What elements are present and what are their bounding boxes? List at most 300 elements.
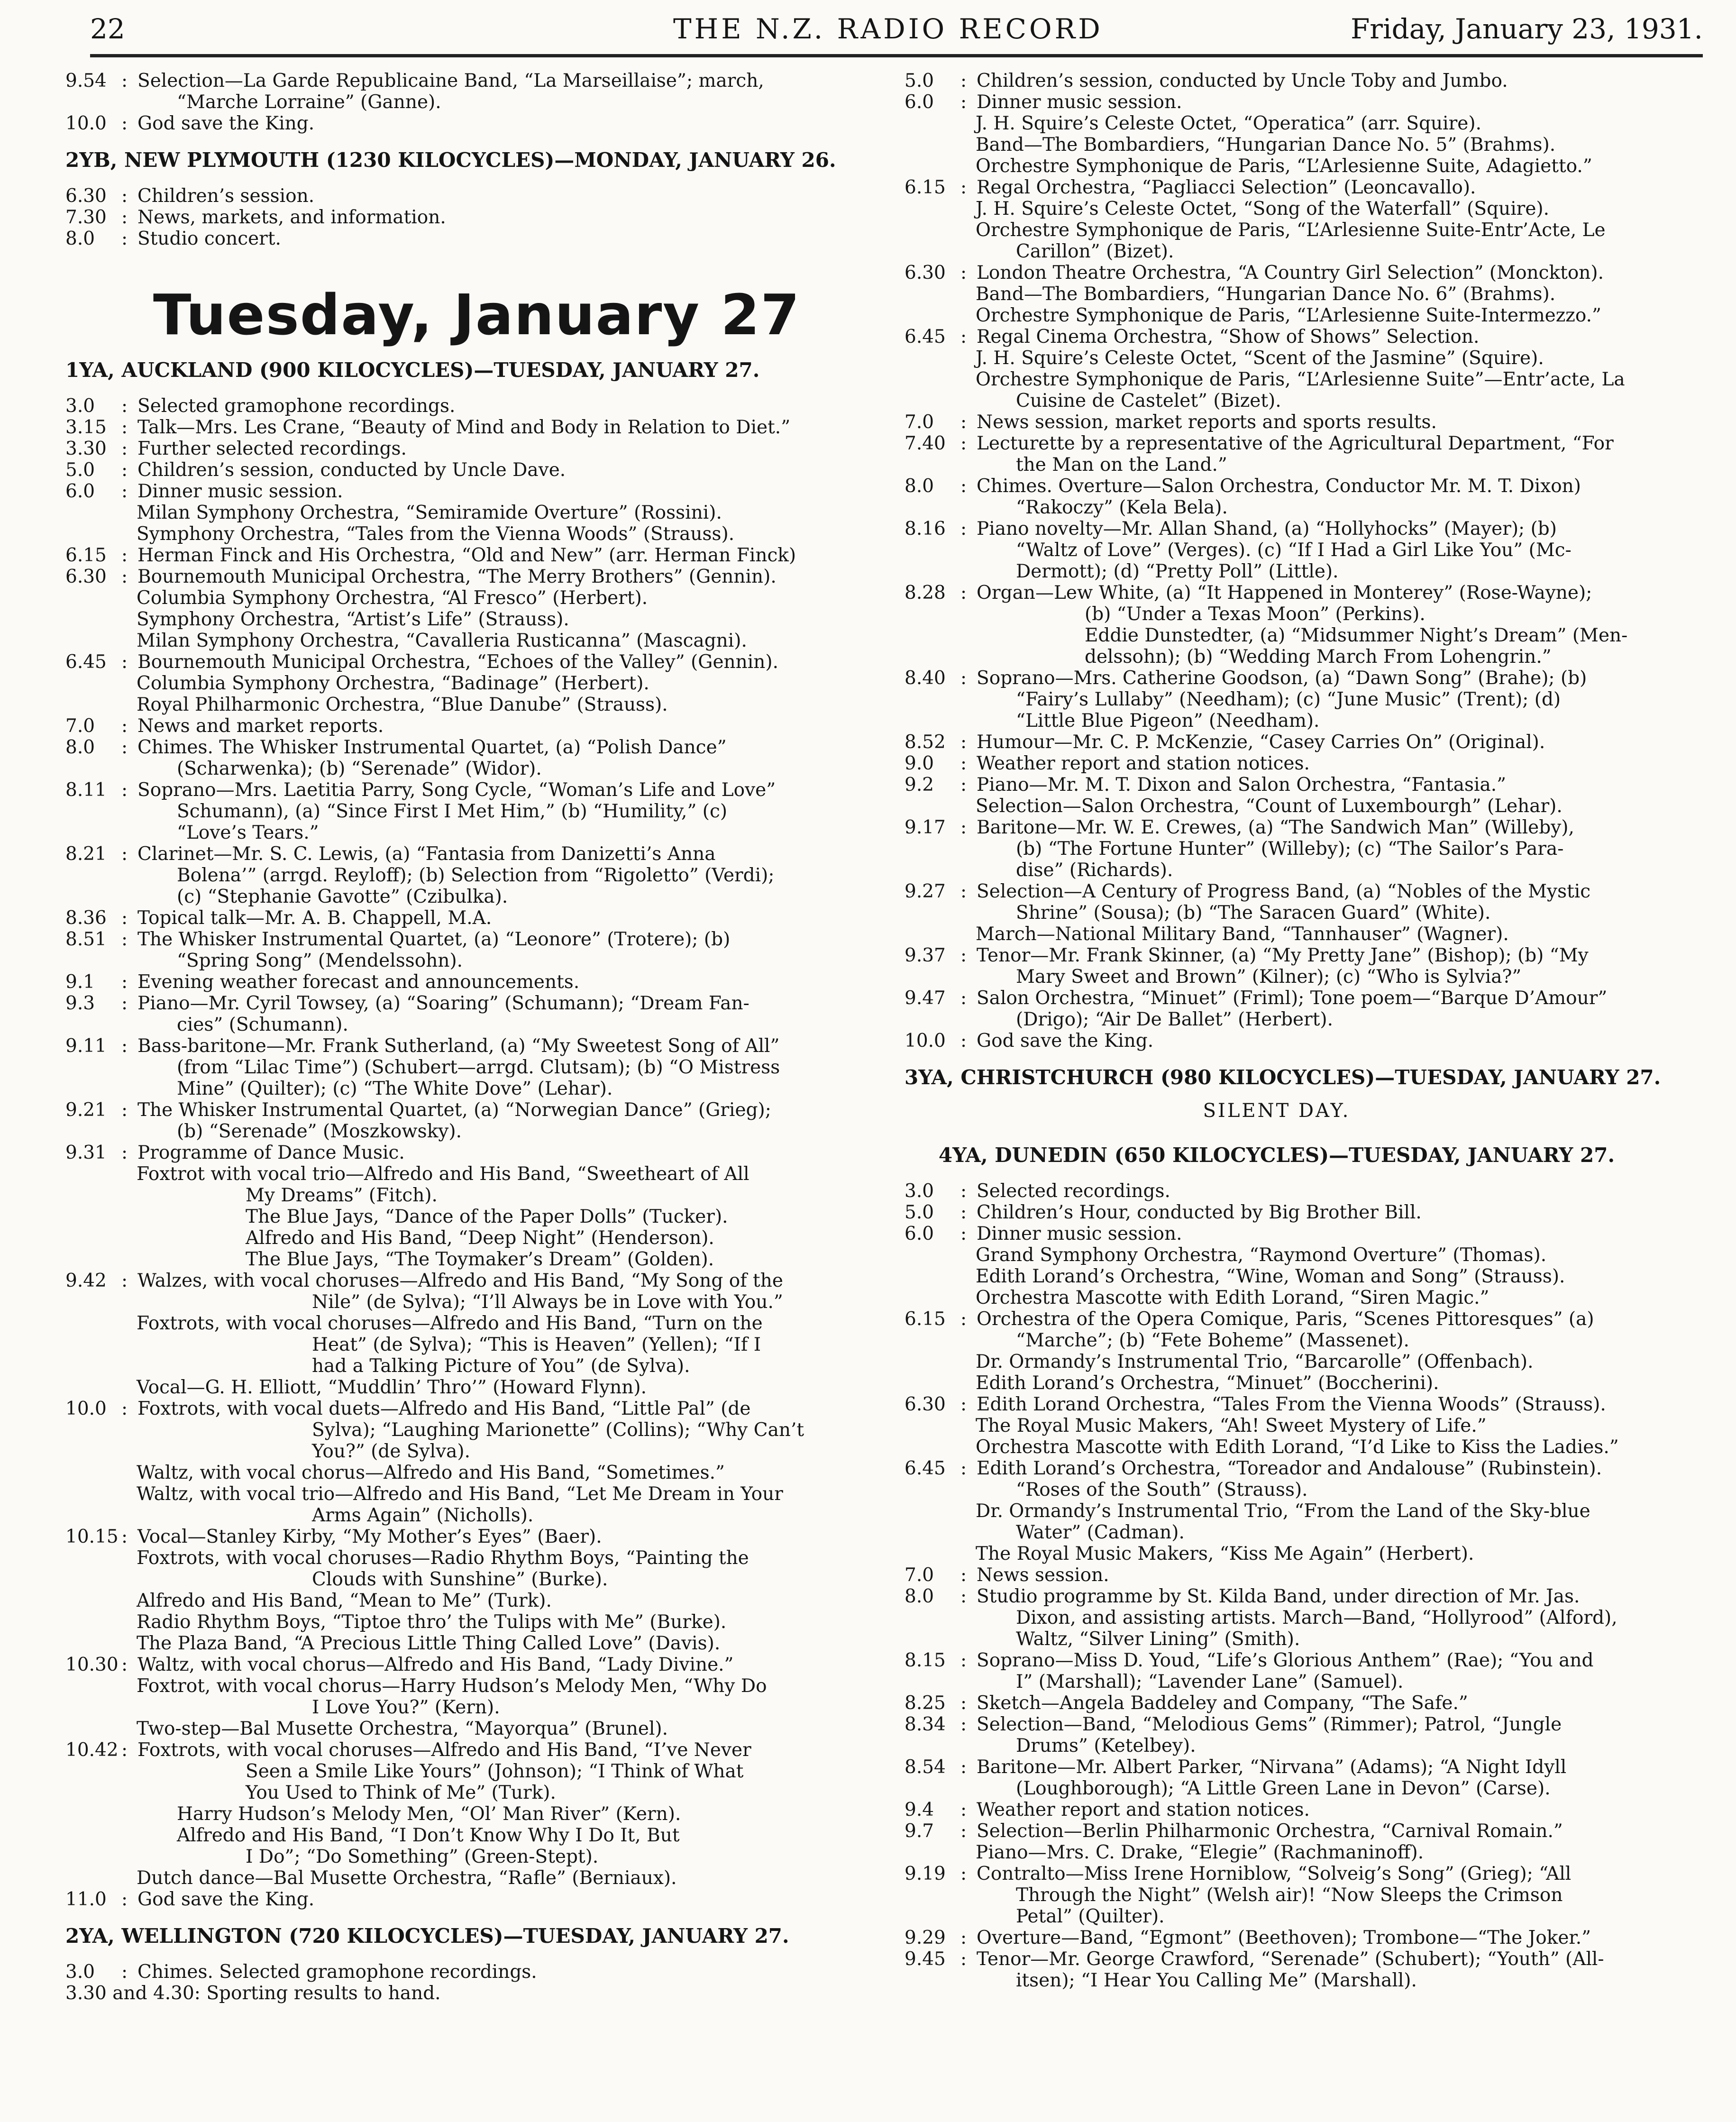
entry-continuation: Through the Night” (Welsh air)! “Now Sleeps the Crimson [1016,1884,1563,1906]
entry-continuation: (b) “The Fortune Hunter” (Willeby); (c) “The Sailor’s Para- [1016,838,1564,860]
entry-continuation: Mary Sweet and Brown” (Kilner); (c) “Who is Sylvia?” [1016,966,1522,988]
entry-text: Children’s session, conducted by Uncle Dave. [137,459,566,481]
entry-time: 9.27 [905,881,946,902]
entry-separator: : [960,412,967,433]
entry-separator: : [960,582,967,604]
entry-time: 9.19 [905,1863,946,1884]
entry-time: 7.0 [65,715,95,737]
entry-text: Overture—Band, “Egmont” (Beethoven); Trombone—“The Joker.” [977,1927,1591,1948]
entry-continuation: (b) “Under a Texas Moon” (Perkins). [1085,604,1425,625]
entry-continuation: J. H. Squire’s Celeste Octet, “Song of the Waterfall” (Squire). [976,198,1550,220]
entry-time: 9.17 [905,817,946,838]
entry-continuation: Schumann), (a) “Since First I Met Him,” (b) “Humility,” (c) [177,801,728,822]
entry-continuation: “Roses of the South” (Strauss). [1016,1479,1308,1500]
entry-separator: : [960,774,967,796]
entry-continuation: Nile” (de Sylva); “I’ll Always be in Love with You.” [312,1291,783,1313]
entry-separator: : [960,1394,967,1415]
programme-entry [65,651,810,673]
entry-time: 5.0 [905,1202,934,1223]
entry-separator: : [121,1398,128,1419]
station-heading: 4YA, DUNEDIN (650 KILOCYCLES)—TUESDAY, JANUARY 27. [938,1143,1615,1167]
programme-entry [65,1142,810,1163]
entry-separator: : [121,1035,128,1057]
entry-continuation: (c) “Stephanie Gavotte” (Czibulka). [177,886,508,907]
entry-text: Weather report and station notices. [977,1799,1310,1820]
entry-text: Evening weather forecast and announcements. [137,971,580,993]
entry-separator: : [121,113,128,134]
entry-continuation: dise” (Richards). [1016,860,1173,881]
entry-text: Selection—La Garde Republicaine Band, “La Marseillaise”; march, [137,70,764,91]
entry-text: Further selected recordings. [137,438,407,459]
entry-time: 9.0 [905,753,934,774]
entry-separator: : [121,1654,128,1675]
entry-continuation: I” (Marshall); “Lavender Lane” (Samuel). [1016,1671,1404,1692]
programme-entry [905,1799,1649,1820]
entry-text: Selection—A Century of Progress Band, (a) “Nobles of the Mystic [977,881,1591,902]
entry-text: Edith Lorand Orchestra, “Tales From the Vienna Woods” (Strauss). [977,1394,1606,1415]
entry-time: 6.30 [905,1394,946,1415]
page-number: 22 [90,13,125,45]
entry-time: 10.42 [65,1739,119,1761]
entry-separator: : [960,945,967,966]
entry-time: 9.11 [65,1035,107,1057]
entry-separator: : [960,1799,967,1820]
programme-entry [65,1739,810,1761]
programme-entry [65,417,810,438]
entry-time: 11.0 [65,1889,107,1910]
programme-entry [65,993,810,1014]
entry-continuation: cies” (Schumann). [177,1014,348,1035]
right-column [905,70,1661,1991]
entry-text: Soprano—Mrs. Laetitia Parry, Song Cycle, “Woman’s Life and Love” [137,779,776,801]
entry-continuation: Band—The Bombardiers, “Hungarian Dance No. 5” (Brahms). [976,134,1556,155]
entry-time: 6.30 [65,566,107,587]
entry-text: Tenor—Mr. George Crawford, “Serenade” (Schubert); “Youth” (All- [977,1948,1604,1970]
entry-time: 8.0 [65,737,95,758]
entry-continuation: J. H. Squire’s Celeste Octet, “Operatica” (arr. Squire). [976,113,1481,134]
entry-text: Lecturette by a representative of the Agricultural Department, “For [977,433,1614,454]
entry-separator: : [960,1756,967,1778]
entry-time: 6.0 [65,481,95,502]
station-heading: 1YA, AUCKLAND (900 KILOCYCLES)—TUESDAY, JANUARY 27. [65,358,760,382]
entry-time: 3.0 [905,1180,934,1202]
entry-continuation: Milan Symphony Orchestra, “Semiramide Overture” (Rossini). [137,502,722,523]
entry-text: Selected gramophone recordings. [137,395,456,417]
entry-time: 8.40 [905,668,946,689]
entry-separator: : [960,753,967,774]
entry-continuation: (b) “Serenade” (Moszkowsky). [177,1121,462,1142]
entry-separator: : [960,1692,967,1714]
entry-text: Herman Finck and His Orchestra, “Old and New” (arr. Herman Finck) [137,545,796,566]
entry-time: 6.15 [905,1308,946,1330]
entry-text: Foxtrots, with vocal choruses—Alfredo and His Band, “I’ve Never [137,1739,751,1761]
programme-entry [905,518,1649,540]
entry-continuation: Royal Philharmonic Orchestra, “Blue Danube” (Strauss). [137,694,668,715]
entry-separator: : [121,843,128,865]
programme-entry [905,1948,1649,1970]
entry-continuation: Arms Again” (Nicholls). [312,1505,534,1526]
entry-separator: : [121,207,128,228]
day-heading: Tuesday, January 27 [153,282,801,348]
entry-separator: : [960,881,967,902]
entry-time: 3.0 [65,395,95,417]
entry-continuation: Alfredo and His Band, “Mean to Me” (Turk). [137,1590,552,1611]
entry-separator: : [121,1889,128,1910]
programme-entry [905,582,1649,604]
entry-text: Regal Cinema Orchestra, “Show of Shows” Selection. [977,326,1480,348]
entry-continuation: “Rakoczy” (Kela Bela). [1016,497,1228,518]
entry-text: Clarinet—Mr. S. C. Lewis, (a) “Fantasia from Danizetti’s Anna [137,843,716,865]
entry-text: Contralto—Miss Irene Horniblow, “Solveig’s Song” (Grieg); “All [977,1863,1572,1884]
entry-continuation: Orchestre Symphonique de Paris, “L’Arlesienne Suite-Entr’Acte, Le [976,220,1606,241]
entry-continuation: Orchestre Symphonique de Paris, “L’Arlesienne Suite-Intermezzo.” [976,305,1601,326]
entry-separator: : [960,1586,967,1607]
entry-continuation: “Little Blue Pigeon” (Needham). [1016,710,1320,732]
programme-entry [65,1035,810,1057]
entry-text: Chimes. Selected gramophone recordings. [137,1961,537,1983]
entry-text: Chimes. Overture—Salon Orchestra, Conductor Mr. M. T. Dixon) [977,476,1581,497]
entry-continuation: Dutch dance—Bal Musette Orchestra, “Rafle” (Berniaux). [137,1867,677,1889]
programme-entry [65,228,810,249]
entry-text: Dinner music session. [977,91,1182,113]
entry-text: News session, market reports and sports results. [977,412,1437,433]
entry-separator: : [960,988,967,1009]
entry-separator: : [960,1927,967,1948]
station-heading: 2YA, WELLINGTON (720 KILOCYCLES)—TUESDAY, JANUARY 27. [65,1924,789,1948]
entry-time: 7.30 [65,207,107,228]
entry-continuation: Heat” (de Sylva); “This is Heaven” (Yellen); “If I [312,1334,761,1355]
entry-continuation: Foxtrot with vocal trio—Alfredo and His Band, “Sweetheart of All [137,1163,749,1185]
entry-continuation: Drums” (Ketelbey). [1016,1735,1196,1756]
entry-text: Regal Orchestra, “Pagliacci Selection” (Leoncavallo). [977,177,1476,198]
entry-continuation: Symphony Orchestra, “Artist’s Life” (Strauss). [137,609,569,630]
programme-entry [65,1099,810,1121]
entry-text: Humour—Mr. C. P. McKenzie, “Casey Carries On” (Original). [977,732,1545,753]
entry-time: 3.15 [65,417,107,438]
entry-continuation: Dr. Ormandy’s Instrumental Trio, “From the Land of the Sky-blue [976,1500,1590,1522]
entry-separator: : [121,715,128,737]
masthead [90,13,1703,57]
entry-text: God save the King. [137,1889,315,1910]
entry-continuation: 3.30 and 4.30: Sporting results to hand. [65,1983,441,2004]
entry-time: 9.42 [65,1270,107,1291]
entry-continuation: Dr. Ormandy’s Instrumental Trio, “Barcarolle” (Offenbach). [976,1351,1534,1372]
entry-separator: : [121,1099,128,1121]
programme-entry [905,1180,1649,1202]
entry-separator: : [121,481,128,502]
programme-entry [905,817,1649,838]
entry-separator: : [960,732,967,753]
programme-entry [65,1889,810,1910]
entry-separator: : [121,1526,128,1547]
entry-continuation: The Blue Jays, “The Toymaker’s Dream” (Golden). [246,1249,714,1270]
entry-time: 8.25 [905,1692,946,1714]
entry-continuation: itsen); “I Hear You Calling Me” (Marshall). [1016,1970,1417,1991]
programme-entry [905,1586,1649,1607]
entry-continuation: Columbia Symphony Orchestra, “Al Fresco” (Herbert). [137,587,648,609]
entry-time: 10.15 [65,1526,119,1547]
entry-continuation: My Dreams” (Fitch). [246,1185,438,1206]
station-heading: 2YB, NEW PLYMOUTH (1230 KILOCYCLES)—MONDAY, JANUARY 26. [65,148,836,172]
programme-entry [65,1654,810,1675]
programme-entry [65,929,810,950]
programme-entry [65,1526,810,1547]
programme-entry [65,481,810,502]
entry-text: Weather report and station notices. [977,753,1310,774]
programme-entry [905,326,1649,348]
entry-time: 8.16 [905,518,946,540]
entry-continuation: Foxtrot, with vocal chorus—Harry Hudson’s Melody Men, “Why Do [137,1675,767,1697]
entry-text: Walzes, with vocal choruses—Alfredo and His Band, “My Song of the [137,1270,783,1291]
programme-entry [65,566,810,587]
entry-continuation: Two-step—Bal Musette Orchestra, “Mayorqua” (Brunel). [137,1718,668,1739]
programme-entry [65,185,810,207]
entry-continuation: “Marche”; (b) “Fete Boheme” (Massenet). [1016,1330,1409,1351]
programme-entry [905,1202,1649,1223]
entry-time: 9.47 [905,988,946,1009]
entry-separator: : [960,326,967,348]
programme-entry [905,1394,1649,1415]
entry-text: Chimes. The Whisker Instrumental Quartet, (a) “Polish Dance” [137,737,727,758]
programme-entry [65,438,810,459]
entry-time: 8.0 [905,476,934,497]
entry-continuation: Eddie Dunstedter, (a) “Midsummer Night’s Dream” (Men- [1085,625,1628,646]
entry-separator: : [960,1714,967,1735]
entry-continuation: Waltz, with vocal trio—Alfredo and His Band, “Let Me Dream in Your [137,1483,783,1505]
entry-separator: : [121,395,128,417]
programme-entry [65,395,810,417]
entry-continuation: Edith Lorand’s Orchestra, “Wine, Woman and Song” (Strauss). [976,1266,1565,1287]
entry-text: Soprano—Miss D. Youd, “Life’s Glorious Anthem” (Rae); “You and [977,1650,1594,1671]
entry-separator: : [121,438,128,459]
entry-time: 9.29 [905,1927,946,1948]
entry-continuation: Radio Rhythm Boys, “Tiptoe thro’ the Tulips with Me” (Burke). [137,1611,727,1633]
programme-entry [905,774,1649,796]
entry-time: 8.52 [905,732,946,753]
entry-time: 8.0 [65,228,95,249]
entry-time: 6.45 [905,1458,946,1479]
entry-continuation: Bolena’” (arrgd. Reyloff); (b) Selection from “Rigoletto” (Verdi); [177,865,775,886]
entry-text: Soprano—Mrs. Catherine Goodson, (a) “Dawn Song” (Brahe); (b) [977,668,1587,689]
entry-separator: : [960,1223,967,1244]
programme-entry [65,715,810,737]
entry-continuation: J. H. Squire’s Celeste Octet, “Scent of the Jasmine” (Squire). [976,348,1544,369]
entry-separator: : [121,228,128,249]
entry-text: Dinner music session. [137,481,343,502]
entry-continuation: Mine” (Quilter); (c) “The White Dove” (Lehar). [177,1078,613,1099]
entry-text: Sketch—Angela Baddeley and Company, “The Safe.” [977,1692,1468,1714]
entry-text: Foxtrots, with vocal duets—Alfredo and His Band, “Little Pal” (de [137,1398,751,1419]
entry-continuation: (from “Lilac Time”) (Schubert—arrgd. Clutsam); (b) “O Mistress [177,1057,780,1078]
entry-separator: : [121,651,128,673]
entry-time: 9.31 [65,1142,107,1163]
entry-text: Studio programme by St. Kilda Band, under direction of Mr. Jas. [977,1586,1580,1607]
entry-separator: : [960,1820,967,1842]
entry-separator: : [121,929,128,950]
programme-entry [65,1961,810,1983]
programme-entry [905,881,1649,902]
programme-entry [905,1650,1649,1671]
programme-entry [905,1863,1649,1884]
entry-separator: : [960,518,967,540]
programme-entry [905,1564,1649,1586]
entry-separator: : [960,177,967,198]
entry-continuation: Harry Hudson’s Melody Men, “Ol’ Man River” (Kern). [177,1803,681,1825]
entry-continuation: Orchestre Symphonique de Paris, “L’Arlesienne Suite”—Entr’acte, La [976,369,1625,390]
entry-text: Talk—Mrs. Les Crane, “Beauty of Mind and Body in Relation to Diet.” [137,417,791,438]
entry-separator: : [121,1270,128,1291]
entry-separator: : [960,1202,967,1223]
entry-time: 10.0 [905,1030,946,1052]
entry-continuation: The Blue Jays, “Dance of the Paper Dolls” (Tucker). [246,1206,728,1227]
entry-time: 8.51 [65,929,107,950]
programme-entry [65,843,810,865]
entry-text: News and market reports. [137,715,384,737]
entry-time: 6.0 [905,1223,934,1244]
entry-separator: : [960,70,967,91]
entry-separator: : [121,566,128,587]
entry-continuation: Foxtrots, with vocal choruses—Alfredo and His Band, “Turn on the [137,1313,763,1334]
entry-continuation: Milan Symphony Orchestra, “Cavalleria Rusticanna” (Mascagni). [137,630,747,651]
entry-separator: : [960,476,967,497]
entry-text: Bournemouth Municipal Orchestra, “Echoes of the Valley” (Gennin). [137,651,778,673]
entry-time: 8.34 [905,1714,946,1735]
issue-date: Friday, January 23, 1931. [1351,13,1703,45]
entry-continuation: The Plaza Band, “A Precious Little Thing Called Love” (Davis). [137,1633,721,1654]
entry-separator: : [960,1564,967,1586]
entry-text: Studio concert. [137,228,281,249]
entry-time: 3.0 [65,1961,95,1983]
entry-separator: : [121,1739,128,1761]
programme-entry [905,1692,1649,1714]
entry-text: Children’s session, conducted by Uncle Toby and Jumbo. [977,70,1508,91]
entry-time: 8.36 [65,907,107,929]
entry-time: 9.21 [65,1099,107,1121]
programme-entry [905,1927,1649,1948]
entry-time: 8.54 [905,1756,946,1778]
entry-time: 6.45 [905,326,946,348]
entry-separator: : [121,971,128,993]
entry-continuation: Edith Lorand’s Orchestra, “Minuet” (Boccherini). [976,1372,1439,1394]
entry-continuation: Waltz, with vocal chorus—Alfredo and His Band, “Sometimes.” [137,1462,725,1483]
entry-continuation: “Spring Song” (Mendelssohn). [177,950,463,971]
entry-time: 10.0 [65,113,107,134]
programme-entry [905,433,1649,454]
entry-text: Orchestra of the Opera Comique, Paris, “Scenes Pittoresques” (a) [977,1308,1594,1330]
entry-time: 8.11 [65,779,107,801]
entry-continuation: Orchestre Symphonique de Paris, “L’Arlesienne Suite, Adagietto.” [976,155,1592,177]
programme-entry [905,1820,1649,1842]
entry-continuation: Waltz, “Silver Lining” (Smith). [1016,1628,1300,1650]
entry-continuation: Piano—Mrs. C. Drake, “Elegie” (Rachmaninoff). [976,1842,1424,1863]
entry-text: Waltz, with vocal chorus—Alfredo and His Band, “Lady Divine.” [137,1654,734,1675]
entry-text: Tenor—Mr. Frank Skinner, (a) “My Pretty Jane” (Bishop); (b) “My [977,945,1589,966]
programme-entry [905,945,1649,966]
silent-day-notice: SILENT DAY. [1203,1100,1351,1122]
entry-text: Dinner music session. [977,1223,1182,1244]
entry-continuation: Orchestra Mascotte with Edith Lorand, “Siren Magic.” [976,1287,1489,1308]
programme-entry [65,70,810,91]
programme-entry [905,753,1649,774]
entry-separator: : [960,817,967,838]
entry-separator: : [121,545,128,566]
entry-time: 9.45 [905,1948,946,1970]
entry-text: Vocal—Stanley Kirby, “My Mother’s Eyes” (Baer). [137,1526,602,1547]
entry-time: 8.15 [905,1650,946,1671]
entry-continuation: Dermott); (d) “Pretty Poll” (Little). [1016,561,1339,582]
entry-continuation: “Fairy’s Lullaby” (Needham); (c) “June Music” (Trent); (d) [1016,689,1561,710]
programme-entry [65,1398,810,1419]
entry-separator: : [960,262,967,284]
entry-continuation: Shrine” (Sousa); (b) “The Saracen Guard” (White). [1016,902,1491,924]
entry-continuation: “Marche Lorraine” (Ganne). [177,91,441,113]
entry-time: 6.30 [905,262,946,284]
entry-text: Piano—Mr. M. T. Dixon and Salon Orchestra, “Fantasia.” [977,774,1507,796]
entry-continuation: You?” (de Sylva). [312,1441,470,1462]
entry-time: 9.54 [65,70,107,91]
entry-continuation: Seen a Smile Like Yours” (Johnson); “I Think of What [246,1761,744,1782]
programme-entry [65,207,810,228]
entry-time: 7.0 [905,412,934,433]
entry-text: God save the King. [137,113,315,134]
entry-continuation: March—National Military Band, “Tannhauser” (Wagner). [976,924,1509,945]
entry-separator: : [960,1863,967,1884]
entry-text: The Whisker Instrumental Quartet, (a) “Norwegian Dance” (Grieg); [137,1099,771,1121]
entry-continuation: the Man on the Land.” [1016,454,1227,476]
programme-entry [905,1223,1649,1244]
entry-text: Piano novelty—Mr. Allan Shand, (a) “Hollyhocks” (Mayer); (b) [977,518,1557,540]
entry-text: Bournemouth Municipal Orchestra, “The Merry Brothers” (Gennin). [137,566,777,587]
entry-text: London Theatre Orchestra, “A Country Girl Selection” (Monckton). [977,262,1604,284]
entry-separator: : [960,1458,967,1479]
entry-text: Piano—Mr. Cyril Towsey, (a) “Soaring” (Schumann); “Dream Fan- [137,993,749,1014]
entry-time: 10.30 [65,1654,119,1675]
entry-continuation: Dixon, and assisting artists. March—Band, “Hollyrood” (Alford), [1016,1607,1617,1628]
entry-separator: : [960,91,967,113]
programme-entry [905,668,1649,689]
entry-continuation: You Used to Think of Me” (Turk). [246,1782,556,1803]
entry-time: 6.30 [65,185,107,207]
entry-continuation: I Love You?” (Kern). [312,1697,500,1718]
entry-continuation: “Love’s Tears.” [177,822,319,843]
station-heading: 3YA, CHRISTCHURCH (980 KILOCYCLES)—TUESDAY, JANUARY 27. [905,1066,1661,1089]
entry-time: 3.30 [65,438,107,459]
entry-time: 5.0 [905,70,934,91]
entry-separator: : [121,779,128,801]
entry-continuation: Vocal—G. H. Elliott, “Muddlin’ Thro’” (Howard Flynn). [137,1377,647,1398]
programme-entry [905,1756,1649,1778]
entry-continuation: The Royal Music Makers, “Ah! Sweet Mystery of Life.” [976,1415,1487,1436]
entry-time: 6.15 [905,177,946,198]
programme-entry [905,91,1649,113]
entry-time: 9.3 [65,993,95,1014]
entry-time: 6.45 [65,651,107,673]
entry-text: Baritone—Mr. W. E. Crewes, (a) “The Sandwich Man” (Willeby), [977,817,1574,838]
entry-time: 6.0 [905,91,934,113]
programme-entry [65,971,810,993]
entry-separator: : [960,1030,967,1052]
entry-time: 8.0 [905,1586,934,1607]
entry-separator: : [121,459,128,481]
entry-text: News session. [977,1564,1109,1586]
left-column [65,70,836,2004]
entry-text: Bass-baritone—Mr. Frank Sutherland, (a) “My Sweetest Song of All” [137,1035,780,1057]
entry-continuation: Symphony Orchestra, “Tales from the Vienna Woods” (Strauss). [137,523,735,545]
entry-continuation: I Do”; “Do Something” (Green-Stept). [246,1846,599,1867]
programme-entry [905,476,1649,497]
entry-text: Selected recordings. [977,1180,1170,1202]
entry-separator: : [121,1142,128,1163]
